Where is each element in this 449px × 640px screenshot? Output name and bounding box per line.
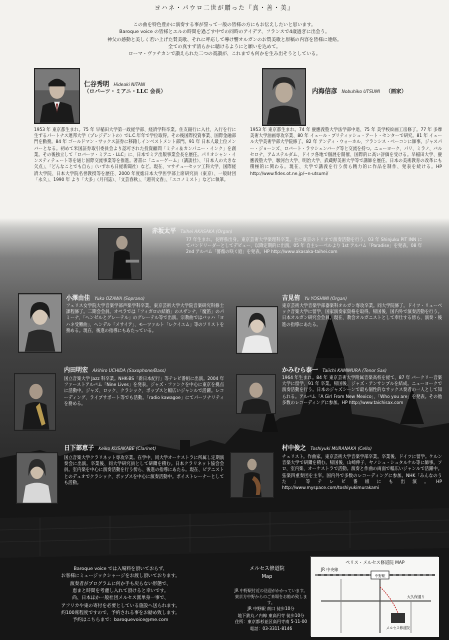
kusakabe-photo bbox=[16, 452, 58, 504]
intro-line: 全ての真すず清らかに聴けるようにと願いを込めて。 bbox=[168, 44, 281, 50]
yoshimi-name: 吉見侑 bbox=[282, 295, 301, 302]
uchida-heading bbox=[64, 367, 224, 375]
ozawa-heading bbox=[66, 295, 226, 303]
map-label-street: 大久保通り bbox=[407, 595, 425, 599]
utsumi-name-en: Nobuhiko UTSUMI bbox=[341, 90, 380, 95]
kusakabe-name-en: Keiko KUSAKABE (Clarinet) bbox=[98, 447, 157, 452]
venue-title-line: メルセス修道院 bbox=[249, 566, 285, 572]
map-label-line: JR 中央線 bbox=[321, 567, 339, 572]
yoshimi-name-en: Yu YOSHIMI (Organ) bbox=[304, 297, 347, 302]
page-subtitle: ヨハネ・パウロ二世が贈った『真・善・美』 bbox=[154, 5, 295, 12]
yoshimi-photo bbox=[236, 306, 278, 354]
map-title: ペリス・メルセス修道院 MAP bbox=[345, 561, 405, 566]
venue-title-line: Map bbox=[261, 573, 273, 580]
uchida-bio: 国立音楽大学 Jazz 科卒業。NHK-BS「新日本紀行」等テレビ番組に出演。2004 年 ファーストアルバム「Nine Lives」を発表。ジャズ・ファンクを中心に東京を拠点に活動中。ジャズ、ロック、クラシック、ポップスと幅広いジャンルで活躍。レコーディング、ライブサポート等でも活動。「radio kawagoe」にてパーソナリティを務める。 bbox=[64, 377, 224, 407]
reservation-note bbox=[28, 566, 213, 625]
address-line: 住所：東京都杉並区高円寺南 5-11-00 bbox=[234, 619, 308, 624]
yoshimi-heading bbox=[282, 295, 442, 303]
nitani-role: （ロバーツ・ミアニ・LLC 会長） bbox=[84, 89, 166, 96]
note-line: 演奏者がプログラムに何か手も戻らない形態で、 bbox=[70, 581, 171, 587]
nitani-heading bbox=[84, 81, 244, 96]
murakami-photo bbox=[230, 452, 274, 498]
akasaka-name: 赤坂太平 bbox=[152, 228, 177, 235]
address-line: JR 中野駅 南口 徒歩10分 bbox=[247, 606, 295, 611]
nitani-name: 仁谷秀明 bbox=[84, 81, 110, 88]
kamimura-name-en: Taiichi KAMIMURA (Tenor Sax) bbox=[322, 369, 387, 374]
intro-line: Baroque voice の皆様とエルの時間を過ごす中での同時のアイデア、フランスで4歳過ぎに出会う。 bbox=[119, 30, 330, 36]
akasaka-heading bbox=[152, 228, 412, 236]
murakami-name-en: Toshiyuki MURANAKA (Cello) bbox=[310, 447, 372, 452]
map-drawing bbox=[311, 557, 439, 637]
nitani-photo bbox=[34, 68, 80, 124]
map-label-venue: メルセス修道院 bbox=[386, 626, 410, 630]
note-line: お客様にミュージックシャージをお渡し頂いております。 bbox=[61, 574, 180, 580]
note-line: 約100席程度ですので、予約される事をお勧め致します。 bbox=[61, 611, 180, 617]
kamimura-heading bbox=[282, 367, 442, 375]
address-line: 電話：03-3311-8146 bbox=[249, 625, 293, 631]
kamimura-name: かみむら泰一 bbox=[282, 367, 319, 374]
venue-address bbox=[232, 606, 310, 632]
side-note-line: 東京方中野からのご来場をお勧め致します。 bbox=[235, 594, 307, 605]
intro-text bbox=[20, 22, 429, 58]
utsumi-role: （画家） bbox=[385, 89, 407, 95]
utsumi-heading bbox=[312, 88, 442, 96]
reservation-email[interactable]: 予約はこちらまで：baroquevoice@me.com bbox=[72, 618, 169, 624]
venue-title bbox=[232, 566, 302, 581]
kusakabe-bio: 国立音楽大学クラリネット専攻卒業。在学中、同大学オーケストラに所属し定期演奏会に出演。卒業後、同大学研究員として研鑽を積む。日本クラリネット協会会員。室内楽を中心に演奏活動を行う傍ら、後進の指導にあたる。現在、ピアニストとのデュオでクラシック、ポップスを中心に演奏活動中。ボイストレーナーとしても活動。 bbox=[64, 456, 224, 486]
nitani-bio: 1953 年 東京都生まれ。75 年 早稲田大学第一政経学部、経済学科卒業。住友銀行に入社、入行を行に生ずるパートナス連邦大学（プレジデントの）でL.C.年年で学位取得。その後国際投資事業、国際金融部門を勤務。84 年 ゴールドマン・サックス証券に移籍しインベストメント部門。91 年 日本人最上位メンバーとなる。初めて米国証券取引委員会より認可された投資顧問「ミティ＆カンパニー・インク」を創業。その後独立して「ロバーツ・ミアニ・LLC」に、日本でミア出版事業会長を歴任。パリオシャン・インスティテュート等を通じ国際交流事業等を推進。著書に「ニューゲーム」（講談社）、「日本人の大きな欠点」、「どんなことでも自ら」（いずれも日経新聞社）など。現在、マサチューセッツ工科大学、国際経済大学院、日本大学院名誉教授等を歴任、2000 年度総日本大学医学部上席研究員（東京）、一般財団「永久」、1990 年 より「大多」（月刊誌）、「文芸春秋」、「週刊文春」、「エコノミスト」などに執筆。 bbox=[34, 128, 236, 183]
ozawa-bio: フェリス女学院大学音楽学部声楽学科卒業。東京芸術大学大学院音楽研究科修士課程修了。二期会会員。オペラでは「フィガロの結婚」のスザンナ、「魔笛」のパミーナ、「ヘンゼルとグレーテル」のグレーテル等で出演。宗教曲ではバッハ「ヨハネ受難曲」、ヘンデル「メサイア」、モーツァルト「レクイエム」等のソリストを務める。現在、後進の指導にもあたっている。 bbox=[66, 304, 224, 334]
note-line: アフリカや東の寄付を必要としている施設へ送られます。 bbox=[61, 603, 180, 609]
utsumi-bio: 1953 年 東京都生まれ。74 年 慶應義塾大学法学部中退、75 年 美学校絵画工房修了。77 年 多摩美術大学油画専攻卒業、80 年 イェール・ブリティッシュ・アート・センターで研究。81 年 イェール大学美術学部大学院修了。82 年 アンディ・ウォーホル、フランシス・ベーコンに師事。ジャスパー・ジョーンズ、ロバート・ラウシェンバーグ等と交流を持つ。ニューヨーク、パリ、ミラノ、バルセロナ、アムステルダム、ドイツ各地で個展を開催、国際的に高い評価を受ける。早稲田大学、慶應義塾大学、駿河台大学、明治大学、武蔵野美術大学等で講師を歴任。日本の美術教育の改革にも積極的に関わる。現在、大学で講義を行う傍ら精力的に作品を制作、発表を続ける。HP http://www.fides.ot.ne.jp/~n-utsumi/ bbox=[250, 128, 442, 177]
uchida-photo bbox=[14, 373, 56, 431]
ozawa-name: 小澤由佳 bbox=[66, 295, 91, 302]
kusakabe-name: 日下部恵子 bbox=[64, 445, 95, 452]
kusakabe-heading bbox=[64, 445, 224, 453]
side-note-line: JR 中野駅付近の送迎がかかっています。 bbox=[234, 588, 308, 593]
ozawa-name-en: Yuka OZAWA (Soprano) bbox=[94, 297, 145, 302]
uchida-name-en: Akihiro UCHIDA (Saxophone/Bass) bbox=[92, 369, 166, 374]
kamimura-photo bbox=[236, 374, 276, 414]
map-label-station: 中野駅 bbox=[374, 574, 386, 578]
uchida-name: 内田明宏 bbox=[64, 367, 89, 374]
intro-line: 神父の感動と美しく若い上げた賛美歌、それに呼応して導け響オルガンのお賛美歌と原稿の内容を皆様に連絡。 bbox=[107, 37, 342, 43]
utsumi-name: 内海信彦 bbox=[312, 88, 338, 95]
note-line: Baroque voice では入場料を頂いておらず、 bbox=[73, 567, 168, 572]
akasaka-bio: 77 年生まれ。長野県出身。東京芸術大学楽理科卒業。主に東京のトリオで演奏活動を行う。03 年 Shinjuku PIT INN にてバンドリーダーとしてデビュー、以降定期的に出演。05 年 自主レーベルより 1st アルバム「Paradise」を発表。08 年 2nd アルバム「薔薇の咲く庭」を発表。HP http://www.akasaka-taihei.com bbox=[186, 238, 422, 256]
nitani-name-en: Hideaki NITANI bbox=[113, 83, 146, 88]
yoshimi-bio: 東京芸術大学音楽学部器楽科オルガン専攻卒業。同大学院修了。ドイツ・リューベック音楽大学に留学、国家演奏家資格を取得。帰国後、国内外で演奏活動を行う。日本オルガン研究会会員。現在、教会オルガニストとして奉仕する傍ら、演奏・後進の指導にあたる。 bbox=[282, 304, 442, 328]
murakami-heading bbox=[282, 445, 442, 453]
note-line: 恵まと時間を考慮し入れて頂けると幸いです。 bbox=[72, 589, 169, 595]
murakami-bio: チェリスト。作曲家。東京芸術大学音楽学部卒業。卒業後、ドイツに留学。ケルン音楽大学で研鑽を積む。帰国後、山崎伸子、ヤノシュ・シュタルケル等に師事。ソロ、室内楽、オーケストラで活動。演奏と作曲の両面で幅広いジャンルで活躍中。弦楽四重奏団を主宰。国内外で多数のレコーディングに参加。NHK「みんなのうた」等テレビ番組にも出演。HP http://www.myspace.com/toshiyukimurakami bbox=[282, 455, 442, 492]
akasaka-photo bbox=[98, 228, 142, 280]
murakami-name: 村中俊之 bbox=[282, 445, 307, 452]
intro-line: この曲を特色豊かに演奏する事が誓って一般の皆様の方にもお伝えしたいと思います。 bbox=[133, 23, 316, 28]
note-line: 尚、日本ほか一般社団メルセス派単身一事で、 bbox=[72, 596, 169, 602]
venue-map bbox=[310, 556, 438, 636]
venue-side-note bbox=[232, 588, 310, 606]
utsumi-photo bbox=[262, 68, 306, 126]
kamimura-bio: 1964 年生まれ。84 年 東京芸術大学附属音楽高校を経て、87 年 バークリー音楽大学に留学、91 年 卒業。帰国後、ジャズ・アンサンブルを結成。ニューヨークで演奏活動を行う。日本のジャズシーンで最も個性的なサックス奏者の一人として知られる。アルバム「A Girl From New Mexico」、「Who you are」を発表。その他多数のレコーディングに参加。HP http://www.taichisax.com bbox=[282, 376, 442, 406]
intro-line: ローマ・ヴァチカンで讃えられた二つの賞讃が、これまでも何かを生み出そうとしている。 bbox=[128, 52, 321, 58]
ozawa-photo bbox=[18, 293, 62, 353]
address-line: 地下鉄丸ノ内線 東高円寺 徒歩10分 bbox=[237, 612, 305, 618]
akasaka-name-en: Taihei AKASAKA (Organ) bbox=[180, 230, 233, 235]
